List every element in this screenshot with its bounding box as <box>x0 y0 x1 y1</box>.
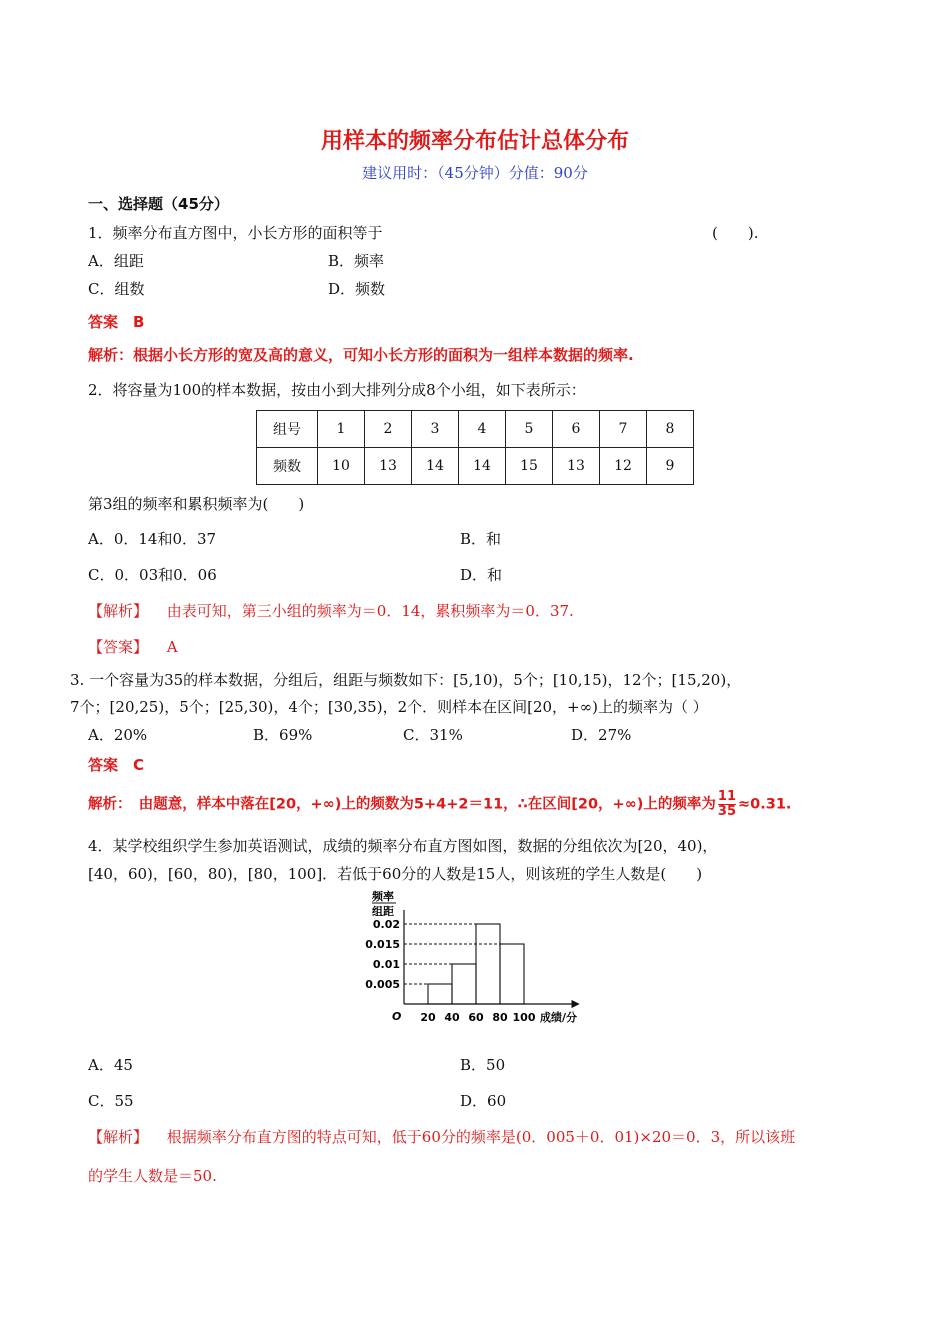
section-heading: 一、选择题（45分） <box>88 195 229 213</box>
q2-analysis-tag: 【解析】 <box>88 602 149 620</box>
histogram-bar <box>428 984 452 1004</box>
q1-option-b: B．频率 <box>328 252 385 270</box>
q4-stem-line2: [40，60)，[60，80)，[80，100]．若低于60分的人数是15人，则该班的学生人数是( ) <box>88 865 703 883</box>
q4-option-b: B．50 <box>460 1056 506 1074</box>
histogram-bar <box>500 944 524 1004</box>
q4-option-a: A．45 <box>88 1056 133 1074</box>
histogram-bar <box>452 964 476 1004</box>
q4-analysis-text: 根据频率分布直方图的特点可知，低于60分的频率是(0．005＋0．01)×20＝0．3，所以该班 <box>166 1128 796 1146</box>
q3-analysis <box>88 790 791 819</box>
y-axis-label-denominator: 组距 <box>372 905 394 918</box>
table-cell: 1 <box>318 411 365 448</box>
x-axis-label: 成绩/分 <box>540 1011 578 1024</box>
x-tick-label: 20 <box>420 1011 436 1024</box>
q2-option-c: C．0．03和0．06 <box>88 566 217 584</box>
x-tick-label: 80 <box>492 1011 508 1024</box>
table-cell: 3 <box>412 411 459 448</box>
table-header-cell: 频数 <box>257 448 318 485</box>
q2-option-b: B．和 <box>460 530 502 548</box>
q2-analysis-text: 由表可知，第三小组的频率为＝0．14，累积频率为＝0．37. <box>166 602 574 620</box>
q3-analysis-text: 解析： 由题意，样本中落在[20，+∞)上的频数为5+4+2＝11，∴在区间[20，+∞)上的频率为 <box>88 796 716 813</box>
q2-analysis <box>88 600 574 621</box>
table-header-cell: 组号 <box>257 411 318 448</box>
y-tick-label: 0.005 <box>365 978 400 991</box>
fraction-denominator: 35 <box>717 804 736 819</box>
q3-option-d: D．27% <box>571 726 632 744</box>
table-cell: 13 <box>365 448 412 485</box>
q4-option-c: C．55 <box>88 1092 134 1110</box>
table-cell: 2 <box>365 411 412 448</box>
q2-answer <box>88 636 178 657</box>
q4-analysis-line2: 的学生人数是＝50. <box>88 1167 217 1185</box>
frequency-histogram <box>340 880 620 1025</box>
table-cell: 8 <box>647 411 694 448</box>
q4-analysis-tag: 【解析】 <box>88 1128 149 1146</box>
q2-stem: 2．将容量为100的样本数据，按由小到大排列分成8个小组，如下表所示： <box>88 381 586 399</box>
q2-answer-tag: 【答案】 <box>88 638 149 656</box>
q2-answer-value: A <box>166 638 178 656</box>
q1-option-c: C．组数 <box>88 280 145 298</box>
q3-option-c: C．31% <box>403 726 463 744</box>
table-cell: 10 <box>318 448 365 485</box>
q3-answer: 答案 C <box>88 756 145 774</box>
q1-option-a: A．组距 <box>88 252 144 270</box>
table-cell: 9 <box>647 448 694 485</box>
table-cell: 12 <box>600 448 647 485</box>
q2-question: 第3组的频率和累积频率为( ) <box>88 495 305 513</box>
y-tick-label: 0.01 <box>372 958 400 971</box>
y-axis-label-numerator: 频率 <box>372 890 394 903</box>
table-cell: 4 <box>459 411 506 448</box>
table-cell: 6 <box>553 411 600 448</box>
table-cell: 7 <box>600 411 647 448</box>
q3-analysis-result: ≈0.31. <box>738 796 792 813</box>
page-subtitle: 建议用时：（45分钟）分值：90分 <box>362 164 588 182</box>
x-tick-label: 60 <box>468 1011 484 1024</box>
q2-option-d: D．和 <box>460 566 503 584</box>
table-cell: 13 <box>553 448 600 485</box>
q1-stem: 1．频率分布直方图中，小长方形的面积等于 <box>88 224 383 242</box>
q1-option-d: D．频数 <box>328 280 386 298</box>
q1-answer: 答案 B <box>88 313 145 331</box>
table-cell: 15 <box>506 448 553 485</box>
q2-frequency-table <box>256 410 694 485</box>
y-tick-label: 0.02 <box>372 918 400 931</box>
q4-option-d: D．60 <box>460 1092 507 1110</box>
table-row <box>257 411 694 448</box>
q2-option-a: A．0．14和0．37 <box>88 530 217 548</box>
q3-option-a: A．20% <box>88 726 148 744</box>
table-cell: 14 <box>412 448 459 485</box>
table-row <box>257 448 694 485</box>
q4-analysis-line1 <box>88 1126 795 1147</box>
table-cell: 5 <box>506 411 553 448</box>
q1-paren: ( ). <box>712 224 759 242</box>
x-tick-label: 40 <box>444 1011 460 1024</box>
q3-fraction <box>718 790 736 819</box>
y-tick-label: 0.015 <box>365 938 400 951</box>
origin-label: O <box>392 1010 402 1023</box>
q3-stem-line2: 7个；[20,25)，5个；[25,30)，4个；[30,35)，2个．则样本在区间[20，+∞)上的频率为（ ） <box>70 698 708 716</box>
page-title: 用样本的频率分布估计总体分布 <box>320 129 629 154</box>
fraction-numerator: 11 <box>717 789 736 804</box>
q3-stem-line1: 3. 一个容量为35的样本数据，分组后，组距与频数如下：[5,10)，5个；[10,15)，12个；[15,20)， <box>70 671 742 689</box>
q4-stem-line1: 4．某学校组织学生参加英语测试，成绩的频率分布直方图如图，数据的分组依次为[20，40)， <box>88 837 718 855</box>
x-tick-label: 100 <box>512 1011 536 1024</box>
histogram-bar <box>476 924 500 1004</box>
table-cell: 14 <box>459 448 506 485</box>
q1-analysis: 解析：根据小长方形的宽及高的意义，可知小长方形的面积为一组样本数据的频率. <box>88 346 634 364</box>
q3-option-b: B．69% <box>253 726 313 744</box>
